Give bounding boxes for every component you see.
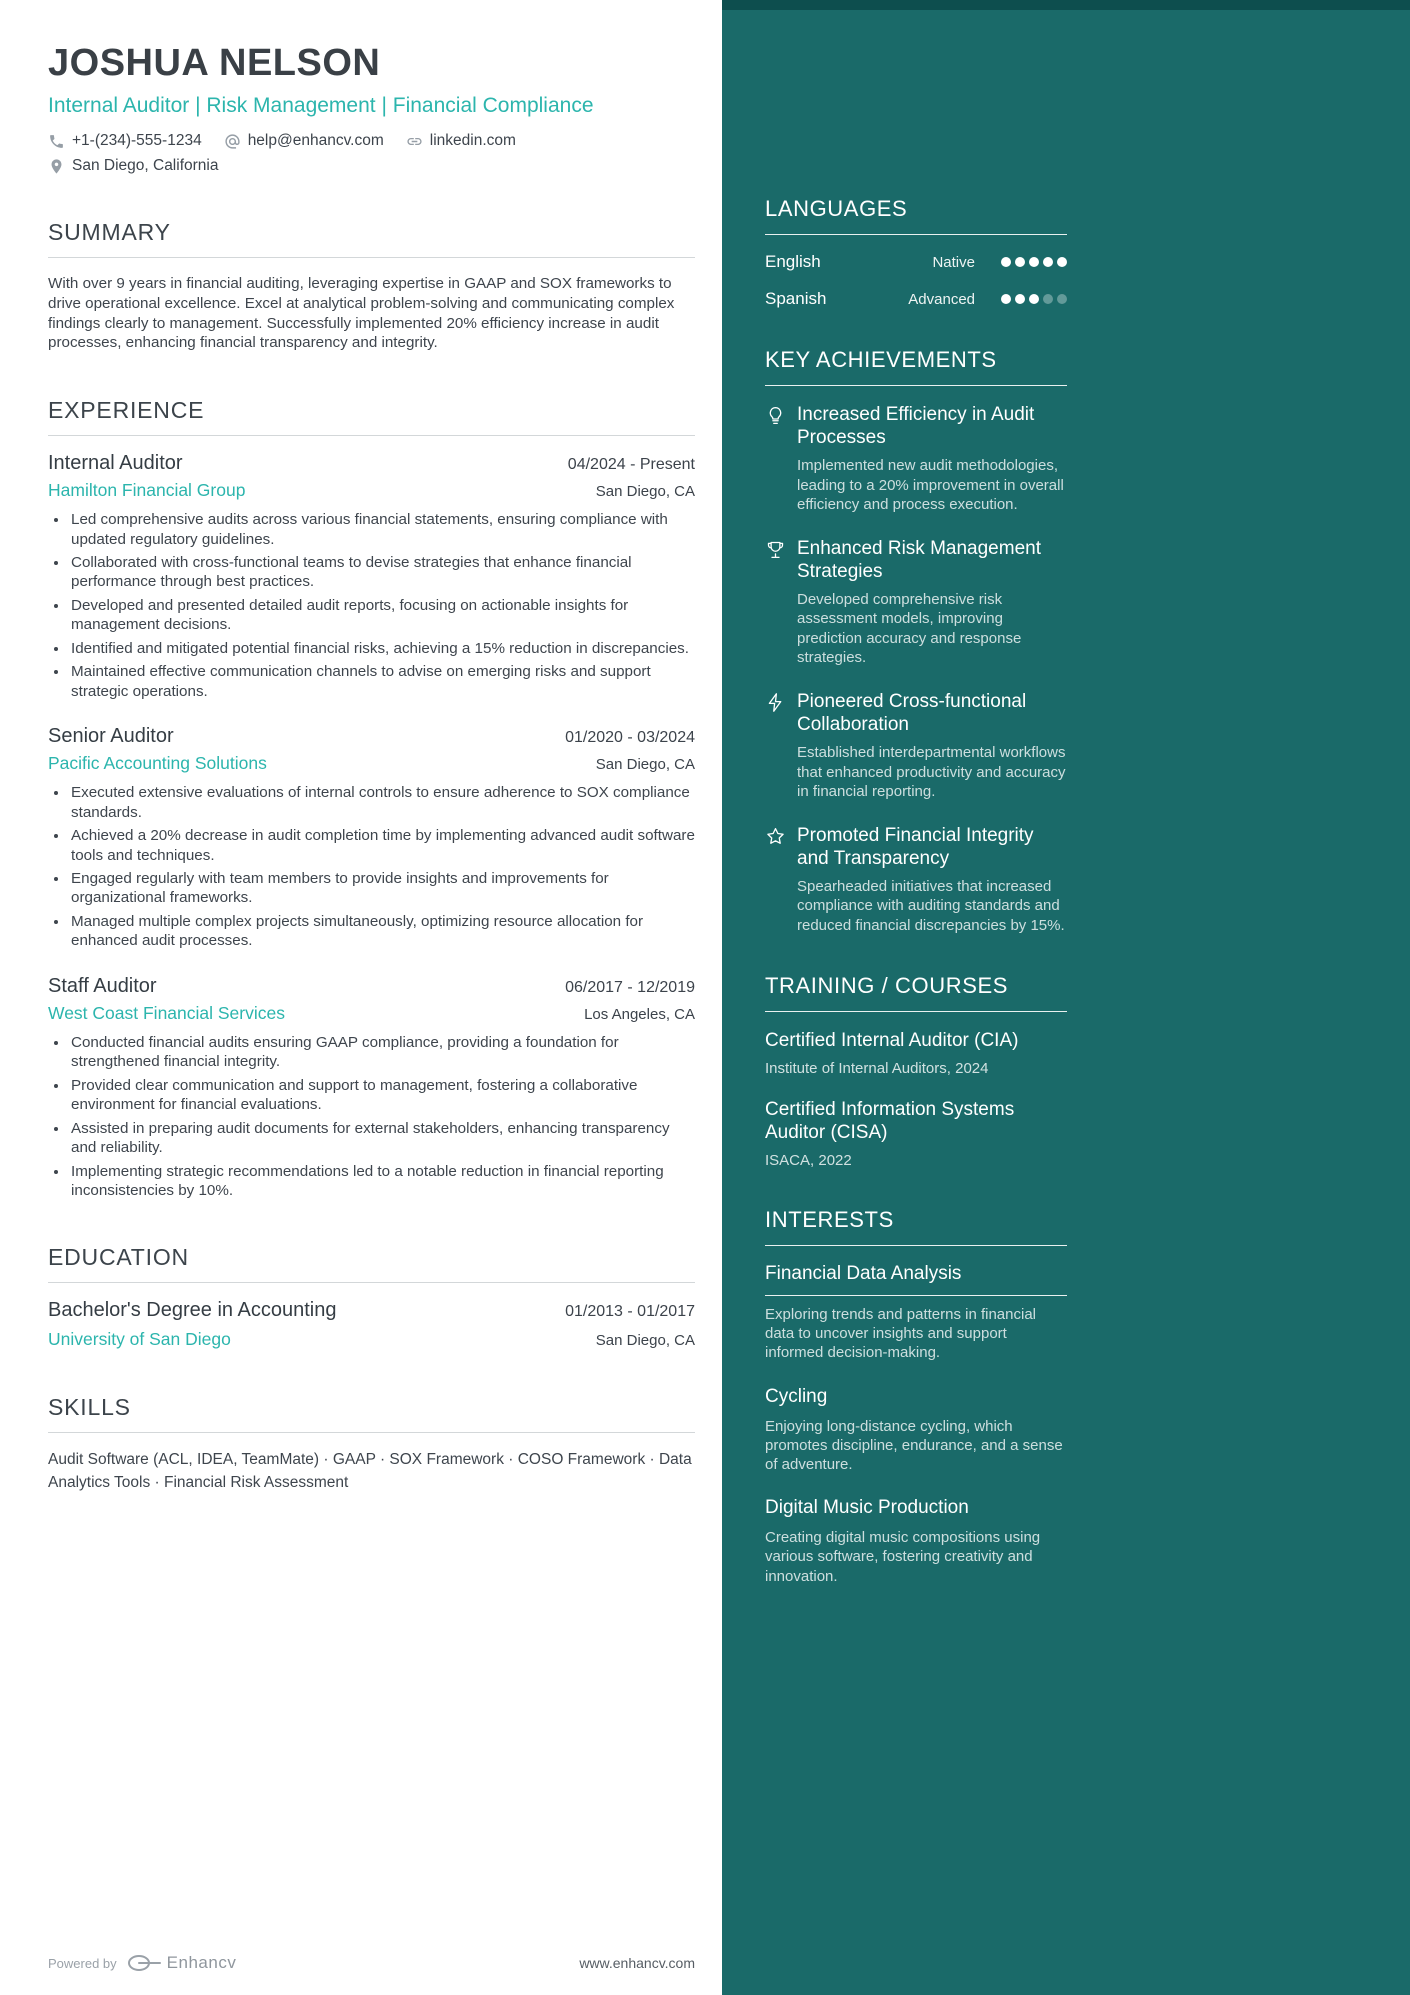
job-company: Hamilton Financial Group	[48, 480, 246, 501]
job-location: Los Angeles, CA	[584, 1005, 695, 1023]
experience-section	[48, 397, 695, 1200]
job-dates: 06/2017 - 12/2019	[565, 978, 695, 996]
footer-website[interactable]: www.enhancv.com	[579, 1955, 695, 1971]
education-section	[48, 1244, 695, 1350]
interest-text: Exploring trends and patterns in financial data to uncover insights and support informed decision-making.	[765, 1306, 1036, 1362]
email-contact[interactable]	[224, 132, 384, 150]
language-row	[765, 252, 1067, 272]
job-entry	[48, 725, 695, 951]
bullet-item: • Identified and mitigated potential financial risks, achieving a 15% reduction in discrepancies.	[69, 639, 695, 658]
candidate-headline: Internal Auditor | Risk Management | Financial Compliance	[48, 93, 594, 117]
job-title: Staff Auditor	[48, 974, 157, 997]
email-address[interactable]: help@enhancv.com	[247, 132, 384, 150]
course-title: Certified Internal Auditor (CIA)	[765, 1029, 1019, 1051]
course-item	[765, 1098, 1067, 1170]
bullet-item: • Maintained effective communication channels to advise on emerging risks and support strategic operations.	[69, 662, 695, 701]
language-name: English	[765, 252, 821, 271]
achievement-text: Established interdepartmental workflows that enhanced productivity and accuracy in financial reporting.	[797, 744, 1066, 800]
interest-item	[765, 1263, 1067, 1363]
achievement-title: Promoted Financial Integrity and Transparency	[797, 824, 1034, 870]
interest-title: Digital Music Production	[765, 1497, 969, 1519]
linkedin-url[interactable]: linkedin.com	[429, 132, 516, 150]
language-level: Native	[932, 253, 975, 271]
enhancv-logo	[127, 1953, 237, 1973]
course-subtitle: Institute of Internal Auditors, 2024	[765, 1059, 989, 1077]
bullet-item: • Achieved a 20% decrease in audit completion time by implementing advanced audit software tools and techniques.	[69, 826, 695, 865]
achievements-heading: KEY ACHIEVEMENTS	[765, 347, 1067, 386]
location-contact	[48, 157, 218, 175]
training-section	[765, 973, 1067, 1169]
job-bullet-list	[48, 510, 695, 701]
job-title: Internal Auditor	[48, 452, 183, 475]
education-heading: EDUCATION	[48, 1244, 695, 1283]
location-text: San Diego, California	[72, 157, 219, 175]
link-icon	[406, 133, 423, 150]
language-row	[765, 289, 1067, 309]
summary-heading: SUMMARY	[48, 219, 695, 258]
achievements-section	[765, 347, 1067, 935]
skills-heading: SKILLS	[48, 1394, 695, 1433]
star-icon	[765, 824, 787, 935]
experience-heading: EXPERIENCE	[48, 397, 695, 436]
interest-item	[765, 1497, 1067, 1586]
job-entry	[48, 452, 695, 701]
training-heading: TRAINING / COURSES	[765, 973, 1067, 1012]
interest-text: Enjoying long-distance cycling, which promotes discipline, endurance, and a sense of adventure.	[765, 1417, 1063, 1473]
languages-section	[765, 196, 1067, 309]
interest-title: Cycling	[765, 1385, 828, 1407]
summary-text: With over 9 years in financial auditing, leveraging expertise in GAAP and SOX frameworks to drive operational excellence. Excel at analytical problem-solving and communicating complex findings clearly to management. Successfully implemented 20% efficiency increase in audit processes, enhancing financial transparency and integrity.	[48, 275, 675, 352]
job-bullet-list	[48, 783, 695, 951]
powered-by-label: Powered by	[48, 1955, 117, 1971]
bullet-item: • Developed and presented detailed audit reports, focusing on actionable insights for management decisions.	[69, 596, 695, 635]
bullet-item: • Conducted financial audits ensuring GAAP compliance, providing a foundation for strengthened financial integrity.	[69, 1033, 695, 1072]
bullet-item: • Managed multiple complex projects simultaneously, optimizing resource allocation for enhanced audit processes.	[69, 912, 695, 951]
course-item	[765, 1029, 1067, 1077]
achievement-text: Implemented new audit methodologies, leading to a 20% improvement in overall efficiency and process execution.	[797, 457, 1064, 513]
bullet-item: • Provided clear communication and support to management, fostering a collaborative environment for financial evaluations.	[69, 1076, 695, 1115]
achievement-text: Spearheaded initiatives that increased compliance with auditing standards and reduced financial discrepancies by 15%.	[797, 878, 1065, 934]
achievement-title: Pioneered Cross-functional Collaboration	[797, 691, 1027, 736]
interest-title: Financial Data Analysis	[765, 1263, 1067, 1296]
degree-title: Bachelor's Degree in Accounting	[48, 1299, 337, 1322]
job-dates: 04/2024 - Present	[567, 456, 695, 474]
brand-wordmark: Enhancv	[166, 1953, 237, 1972]
job-company: West Coast Financial Services	[48, 1002, 285, 1023]
achievement-item	[765, 403, 1067, 514]
bullet-item: • Executed extensive evaluations of internal controls to ensure adherence to SOX compliance standards.	[69, 783, 695, 822]
bullet-item: • Assisted in preparing audit documents for external stakeholders, enhancing transparency and reliability.	[69, 1119, 695, 1158]
trophy-icon	[765, 537, 787, 667]
interest-item	[765, 1386, 1067, 1475]
language-proficiency-dots	[1001, 257, 1067, 267]
education-dates: 01/2013 - 01/2017	[565, 1303, 695, 1321]
lightbulb-icon	[765, 403, 787, 514]
language-name: Spanish	[765, 289, 827, 308]
job-company: Pacific Accounting Solutions	[48, 753, 267, 774]
achievement-text: Developed comprehensive risk assessment models, improving prediction accuracy and response strategies.	[797, 591, 1022, 666]
school-name: University of San Diego	[48, 1329, 231, 1350]
resume-header	[48, 44, 695, 175]
language-level: Advanced	[908, 290, 975, 308]
sidebar-top-accent	[722, 0, 1410, 10]
job-dates: 01/2020 - 03/2024	[565, 729, 695, 747]
languages-heading: LANGUAGES	[765, 196, 1067, 235]
language-proficiency-dots	[1001, 294, 1067, 304]
phone-contact	[48, 132, 202, 150]
job-bullet-list	[48, 1033, 695, 1201]
pin-icon	[48, 158, 65, 175]
job-entry	[48, 975, 695, 1201]
bullet-item: • Engaged regularly with team members to provide insights and improvements for organizational frameworks.	[69, 869, 695, 908]
sidebar-column	[722, 0, 1410, 1995]
job-location: San Diego, CA	[595, 483, 695, 501]
bullet-item: • Collaborated with cross-functional teams to devise strategies that enhance financial performance through best practices.	[69, 553, 695, 592]
phone-number: +1-(234)-555-1234	[72, 132, 202, 150]
bullet-item: • Led comprehensive audits across various financial statements, ensuring compliance with updated regulatory guidelines.	[69, 510, 695, 549]
lightning-icon	[765, 690, 787, 801]
achievement-item	[765, 824, 1067, 935]
achievement-item	[765, 537, 1067, 667]
page-footer	[48, 1953, 695, 1973]
course-subtitle: ISACA, 2022	[765, 1152, 852, 1170]
education-location: San Diego, CA	[595, 1332, 695, 1350]
skills-section	[48, 1394, 695, 1494]
achievement-title: Enhanced Risk Management Strategies	[797, 537, 1041, 583]
linkedin-contact[interactable]	[406, 132, 516, 150]
interests-heading: INTERESTS	[765, 1207, 1067, 1246]
at-icon	[224, 133, 241, 150]
job-location: San Diego, CA	[595, 756, 695, 774]
skills-list: Audit Software (ACL, IDEA, TeamMate) · GAAP · SOX Framework · COSO Framework · Data Analytics Tools · Financial Risk Assessment	[48, 1451, 692, 1491]
achievement-title: Increased Efficiency in Audit Processes	[797, 404, 1035, 449]
interest-text: Creating digital music compositions using various software, fostering creativity and innovation.	[765, 1529, 1041, 1585]
bullet-item: • Implementing strategic recommendations led to a notable reduction in financial reporting inconsistencies by 10%.	[69, 1162, 695, 1201]
contact-info	[48, 132, 695, 175]
achievement-item	[765, 690, 1067, 801]
candidate-name: JOSHUA NELSON	[48, 42, 381, 84]
course-title: Certified Information Systems Auditor (CISA)	[765, 1098, 1015, 1144]
interests-section	[765, 1207, 1067, 1586]
summary-section	[48, 219, 695, 353]
phone-icon	[48, 133, 65, 150]
job-title: Senior Auditor	[48, 725, 174, 748]
